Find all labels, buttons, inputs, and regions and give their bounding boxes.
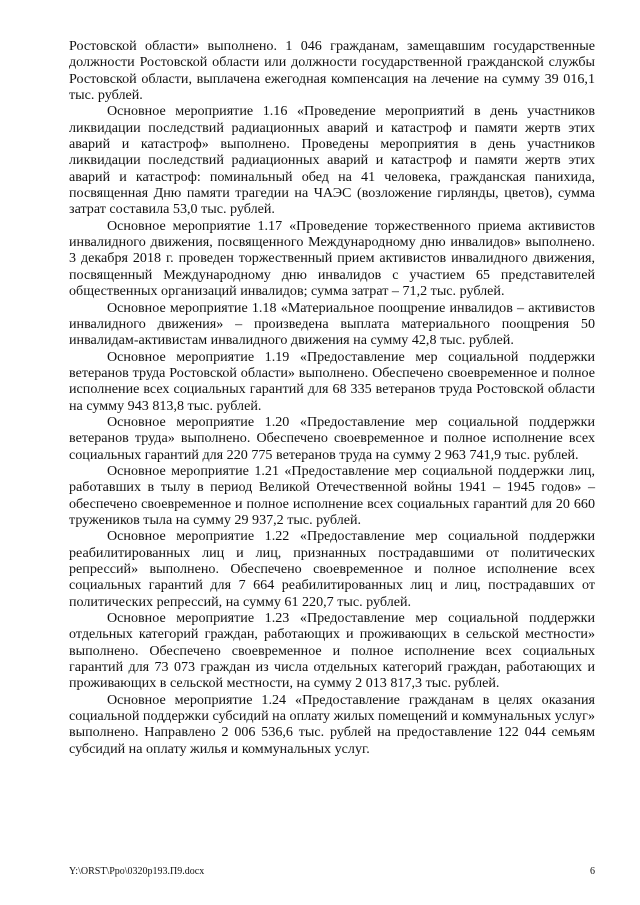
paragraph-measure-1-17: Основное мероприятие 1.17 «Проведение торжественного приема активистов инвалидного движения, посвященного Международному дню инвалидов» выполнено. 3 декабря 2018 г. проведен торжественный прием активистов инвалидного движения, посвященный Международному дню инвалидов с участием 65 представителей общественных организаций инвалидов; сумма затрат – 71,2 тыс. рублей. — [69, 217, 595, 300]
paragraph-measure-1-20: Основное мероприятие 1.20 «Предоставление мер социальной поддержки ветеранов труда» выполнено. Обеспечено своевременное и полное исполнение всех социальных гарантий для 220 775 ветеранов труда на сумму 2 963 741,9 тыс. рублей. — [69, 413, 595, 463]
footer-file-path: Y:\ORST\Ppo\0320p193.П9.docx — [69, 866, 205, 877]
paragraph-continuation: Ростовской области» выполнено. 1 046 гражданам, замещавшим государственные должности Ростовской области или должности государственной гражданской службы Ростовской области, выплачена ежегодная компенсация на лечение на сумму 39 016,1 тыс. рублей. — [69, 38, 595, 104]
paragraph-measure-1-22: Основное мероприятие 1.22 «Предоставление мер социальной поддержки реабилитированных лиц и лиц, признанных пострадавшими от политических репрессий» выполнено. Обеспечено своевременное и полное исполнение всех социальных гарантий для 7 664 реабилитированных лиц и лиц, пострадавших от политических репрессий, на сумму 61 220,7 тыс. рублей. — [69, 528, 595, 610]
paragraph-measure-1-24: Основное мероприятие 1.24 «Предоставление гражданам в целях оказания социальной поддержки субсидий на оплату жилых помещений и коммунальных услуг» выполнено. Направлено 2 006 536,6 тыс. рублей на предоставление 122 044 семьям субсидий на оплату жилья и коммунальных услуг. — [69, 691, 595, 757]
paragraph-measure-1-18: Основное мероприятие 1.18 «Материальное поощрение инвалидов – активистов инвалидного движения» – произведена выплата материального поощрения 50 инвалидам-активистам инвалидного движения на сумму 42,8 тыс. рублей. — [69, 299, 595, 349]
paragraph-measure-1-23: Основное мероприятие 1.23 «Предоставление мер социальной поддержки отдельных категорий граждан, работающих и проживающих в сельской местности» выполнено. Обеспечено своевременное и полное исполнение всех социальных гарантий для 73 073 граждан из числа отдельных категорий граждан, работающих и проживающих в сельской местности, на сумму 2 013 817,3 тыс. рублей. — [69, 610, 595, 692]
page-number: 6 — [590, 866, 595, 877]
document-body — [69, 38, 595, 757]
paragraph-measure-1-16: Основное мероприятие 1.16 «Проведение мероприятий в день участников ликвидации последствий радиационных аварий и катастроф и памяти жертв этих аварий и катастроф» выполнено. Проведены мероприятия в день участников ликвидации последствий радиационных аварий и катастроф и памяти жертв этих аварий и катастроф: поминальный обед на 41 человека, гражданская панихида, посвященная Дню памяти трагедии на ЧАЭС (возложение гирлянды, цветов), сумма затрат составила 53,0 тыс. рублей. — [69, 103, 595, 218]
paragraph-measure-1-21: Основное мероприятие 1.21 «Предоставление мер социальной поддержки лиц, работавших в тылу в период Великой Отечественной войны 1941 – 1945 годов» – обеспечено своевременное и полное исполнение всех социальных гарантий для 20 660 тружеников тыла на сумму 29 937,2 тыс. рублей. — [69, 462, 595, 528]
paragraph-measure-1-19: Основное мероприятие 1.19 «Предоставление мер социальной поддержки ветеранов труда Ростовской области» выполнено. Обеспечено своевременное и полное исполнение всех социальных гарантий для 68 335 ветеранов труда Ростовской области на сумму 943 813,8 тыс. рублей. — [69, 348, 595, 414]
page-footer — [69, 866, 595, 878]
